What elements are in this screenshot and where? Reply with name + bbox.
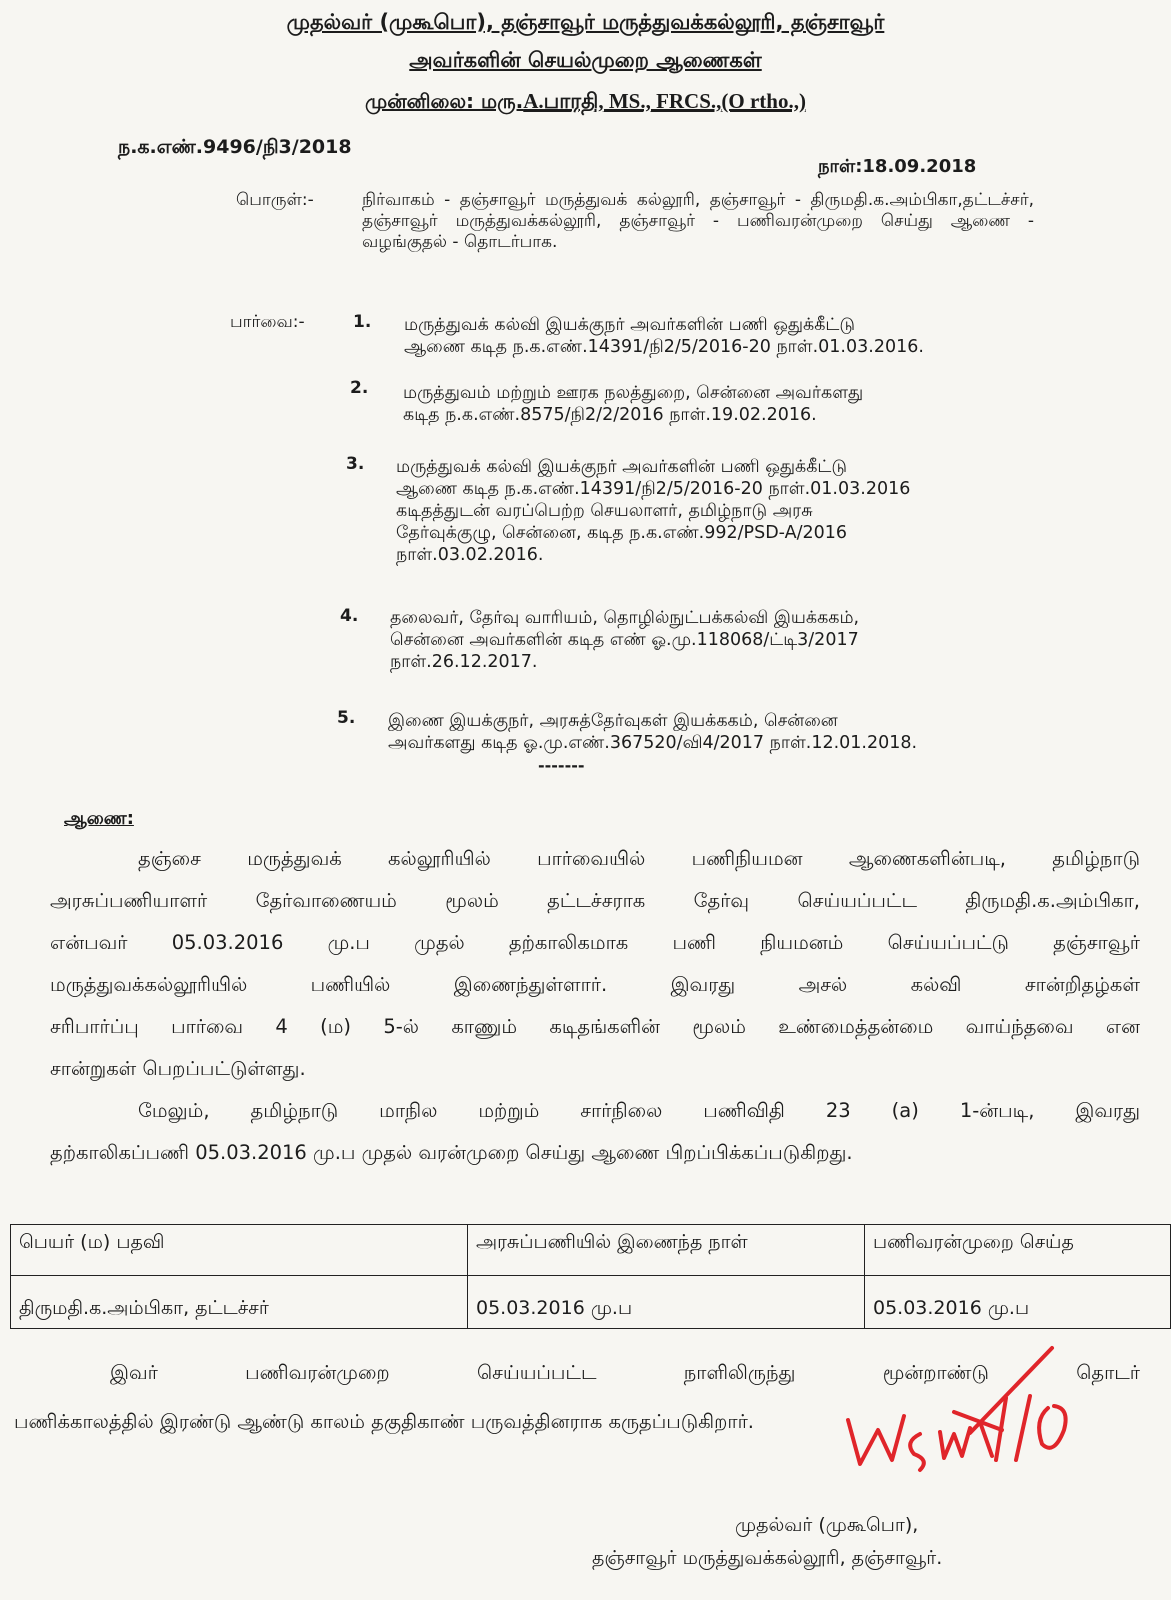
- reference-item-1: மருத்துவக் கல்வி இயக்குநர் அவர்களின் பணி ஒதுக்கீட்டு ஆணை கடித ந.க.எண்.14391/நி2/5/2016-20 நாள்.01.03.2016.: [404, 315, 924, 357]
- closing-institution: தஞ்சாவூர் மருத்துவக்கல்லூரி, தஞ்சாவூர்.: [592, 1547, 943, 1569]
- probation-line-2: பணிக்காலத்தில் இரண்டு ஆண்டு காலம் தகுதிகாண் பருவத்தினராக கருதப்படுகிறார்.: [14, 1410, 755, 1433]
- table-cell: 05.03.2016 மு.ப: [865, 1276, 1171, 1329]
- reference-item-5: இணை இயக்குநர், அரசுத்தேர்வுகள் இயக்ககம், சென்னை அவர்களது கடித ஓ.மு.எண்.367520/வி4/2017 நாள்.12.01.2018.: [388, 711, 918, 753]
- table-cell: திருமதி.க.அம்பிகா, தட்டச்சர்: [11, 1276, 468, 1329]
- reference-item-3: மருத்துவக் கல்வி இயக்குநர் அவர்களின் பணி ஒதுக்கீட்டு ஆணை கடித ந.க.எண்.14391/நி2/5/2016-20 நாள்.01.03.2016 கடிதத்துடன் வரப்பெற்ற செயலாளர், தமிழ்நாடு அரசு தேர்வுக்குழு, சென்னை, கடித ந.க.எண்.992/PSD-A/2016 நாள்.03.02.2016.: [396, 457, 911, 565]
- handwritten-signature: [820, 1338, 1100, 1478]
- references-separator: -------: [538, 756, 585, 775]
- reference-item-number: 2.: [350, 378, 369, 398]
- header-presided-by: முன்னிலை: மரு.A.பாரதி, MS., FRCS.,(O rtho.,): [365, 89, 806, 113]
- table-header-cell: பணிவரன்முறை செய்த: [865, 1225, 1171, 1276]
- reference-number: ந.க.எண்.9496/நி3/2018: [118, 136, 352, 158]
- closing-designation: முதல்வர் (முகூபொ),: [735, 1514, 919, 1536]
- table-cell: 05.03.2016 மு.ப: [468, 1276, 865, 1329]
- reference-item-number: 4.: [340, 606, 359, 626]
- header-office-title: முதல்வர் (முகூபொ), தஞ்சாவூர் மருத்துவக்கல்லூரி, தஞ்சாவூர்: [286, 10, 885, 34]
- table-header-cell: பெயர் (ம) பதவி: [11, 1225, 468, 1276]
- table-header-cell: அரசுப்பணியில் இணைந்த நாள்: [468, 1225, 865, 1276]
- reference-item-number: 3.: [346, 454, 365, 474]
- order-label: ஆணை:: [64, 808, 134, 829]
- signature-icon: [820, 1338, 1100, 1478]
- order-date: நாள்:18.09.2018: [818, 156, 977, 177]
- reference-item-4: தலைவர், தேர்வு வாரியம், தொழில்நுட்பக்கல்வி இயக்ககம், சென்னை அவர்களின் கடித எண் ஓ.மு.118068/ட்டி3/2017 நாள்.26.12.2017.: [390, 608, 860, 672]
- table-header-row: [11, 1225, 1171, 1276]
- subject-label: பொருள்:-: [236, 190, 314, 210]
- closing-signature-block: [0, 1514, 1171, 1572]
- order-paragraph-2: மேலும், தமிழ்நாடு மாநில மற்றும் சார்நிலை பணிவிதி 23 (a) 1-ன்படி, இவரது தற்காலிகப்பணி 05.03.2016 மு.ப முதல் வரன்முறை செய்து ஆணை பிறப்பிக்கப்படுகிறது.: [50, 1099, 1140, 1164]
- order-paragraph-1: தஞ்சை மருத்துவக் கல்லூரியில் பார்வையில் பணிநியமன ஆணைகளின்படி, தமிழ்நாடு அரசுப்பணியாளர் தேர்வாணையம் மூலம் தட்டச்சராக தேர்வு செய்யப்பட்ட திருமதி.க.அம்பிகா, என்பவர் 05.03.2016 மு.ப முதல் தற்காலிகமாக பணி நியமனம் செய்யப்பட்டு தஞ்சாவூர் மருத்துவக்கல்லூரியில் பணியில் இணைந்துள்ளார். இவரது அசல் கல்வி சான்றிதழ்கள் சரிபார்ப்பு பார்வை 4 (ம) 5-ல் காணும் கடிதங்களின் மூலம் உண்மைத்தன்மை வாய்ந்தவை என சான்றுகள் பெறப்பட்டுள்ளது.: [50, 847, 1140, 1080]
- header-proceedings-title: அவர்களின் செயல்முறை ஆணைகள்: [409, 48, 762, 72]
- regularisation-table: [10, 1224, 1171, 1329]
- table-row: [11, 1276, 1171, 1329]
- subject-text: நிர்வாகம் - தஞ்சாவூர் மருத்துவக் கல்லூரி, தஞ்சாவூர் - திருமதி.க.அம்பிகா,தட்டச்சர், தஞ்சாவூர் மருத்துவக்கல்லூரி, தஞ்சாவூர் - பணிவரன்முறை செய்து ஆணை - வழங்குதல் - தொடர்பாக.: [362, 190, 1034, 252]
- reference-item-2: மருத்துவம் மற்றும் ஊரக நலத்துறை, சென்னை அவர்களது கடித ந.க.எண்.8575/நி2/2/2016 நாள்.19.02.2016.: [403, 383, 864, 425]
- references-label: பார்வை:-: [230, 312, 305, 332]
- reference-item-number: 5.: [337, 708, 356, 728]
- probation-line-1: இவர் பணிவரன்முறை செய்யப்பட்ட நாளிலிருந்து மூன்றாண்டு தொடர்: [110, 1361, 1140, 1384]
- reference-item-number: 1.: [353, 312, 372, 332]
